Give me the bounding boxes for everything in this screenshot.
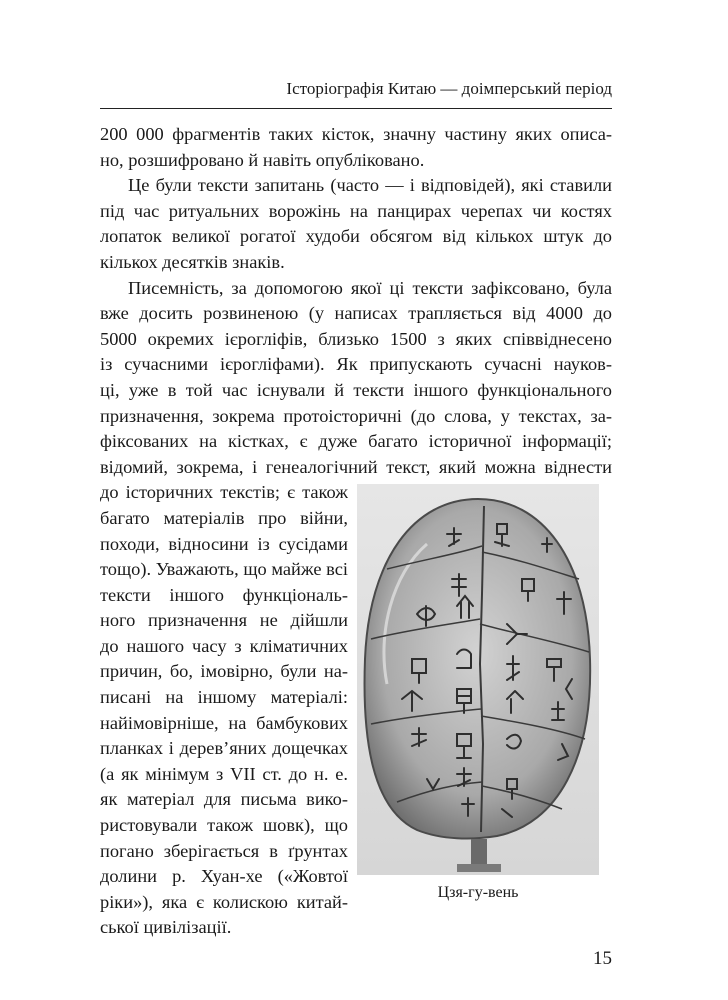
header-rule — [100, 108, 612, 109]
text-line: найімовірніше, на бамбукових — [100, 712, 348, 733]
text-line: призначення, зокрема протоісторичні (до слова, у текстах, за- — [100, 405, 612, 426]
page-number: 15 — [593, 948, 612, 969]
text-line: (а як мінімум з VII ст. до н. е. — [100, 763, 348, 784]
text-line: під час ритуальних ворожінь на панцирах черепах чи костях — [100, 200, 612, 221]
text-line: фіксованих на кістках, є дуже багато історичної інформації; — [100, 431, 612, 452]
text-line: погано зберігається в ґрунтах — [100, 840, 348, 861]
text-line: лопаток великої рогатої худоби обсягом від кількох штук до — [100, 226, 612, 247]
text-line: ріки»), яка є колискою китай- — [100, 891, 348, 912]
text-line: планках і дерев’яних дощечках — [100, 738, 348, 759]
text-line: ристовували також шовк), що — [100, 815, 348, 836]
running-header: Історіографія Китаю — доімперський період — [286, 79, 612, 98]
text-line: кількох десятків знаків. — [100, 251, 285, 272]
text-line: Писемність, за допомогою якої ці тексти зафіксовано, була — [128, 277, 612, 298]
text-line: походи, відносини із сусідами — [100, 533, 348, 554]
text-line: із сучасними ієрогліфами). Як припускають сучасні науков- — [100, 354, 612, 375]
text-line: відомий, зокрема, і генеалогічний текст, який можна віднести — [100, 456, 612, 477]
text-line: до нашого часу з кліматичних — [100, 635, 348, 656]
tortoise-shell-image — [357, 484, 599, 875]
text-line: тощо). Уважають, що майже всі — [100, 559, 348, 580]
text-line: вже досить розвиненою (у написах трапляється від 4000 до — [100, 303, 612, 324]
text-line: долини р. Хуан-хе («Жовтої — [100, 866, 348, 887]
text-line: 5000 окремих ієрогліфів, близько 1500 з яких співвіднесено — [100, 328, 612, 349]
text-line: но, розшифровано й навіть опубліковано. — [100, 149, 425, 170]
text-line: 200 000 фрагментів таких кісток, значну частину яких описа- — [100, 124, 612, 144]
text-line: до історичних текстів; є також — [100, 482, 348, 503]
text-line: писані на іншому матеріалі: — [100, 687, 348, 708]
text-line: Це були тексти запитань (часто — і відповідей), які ставили — [128, 175, 612, 196]
text-line: ного призначення не дійшли — [100, 610, 348, 631]
oracle-bone-photo — [357, 484, 599, 875]
figure-caption: Цзя-гу-вень — [437, 884, 519, 901]
text-line: причин, бо, імовірно, були на- — [100, 661, 348, 682]
text-line: ської цивілізації. — [100, 917, 232, 938]
text-line: як матеріал для письма вико- — [100, 789, 348, 810]
text-line: ці, уже в той час існували й тексти іншого функціонального — [100, 379, 612, 400]
text-line: тексти іншого функціональ- — [100, 584, 348, 605]
text-line: багато матеріалів про війни, — [100, 507, 348, 528]
